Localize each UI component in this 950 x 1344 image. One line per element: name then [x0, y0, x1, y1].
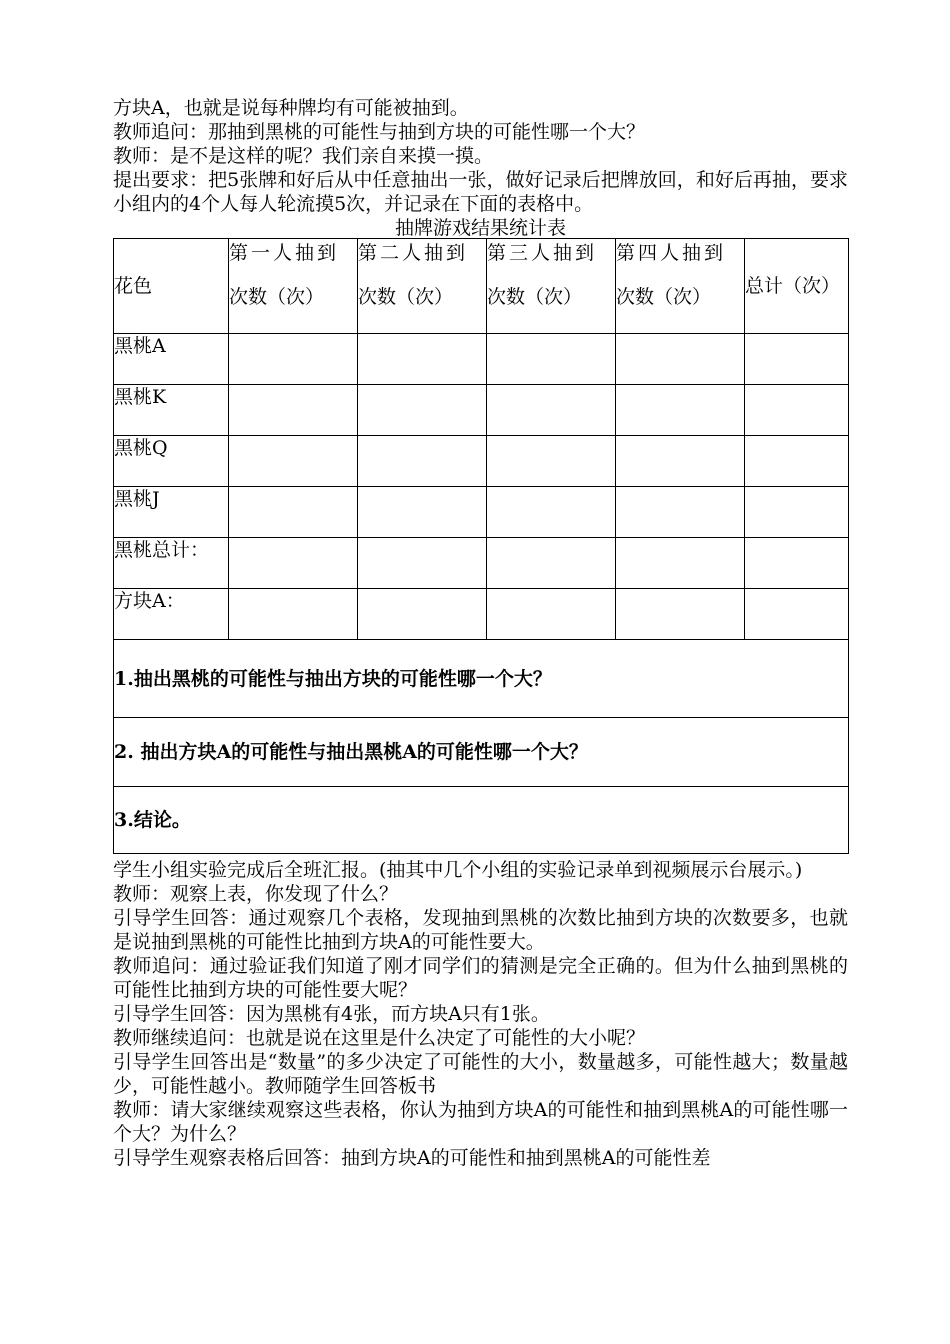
header-person-line1: 第二人抽到	[358, 242, 469, 264]
body-paragraph: 教师继续追问：也就是说在这里是什么决定了可能性的大小呢？	[113, 1027, 646, 1049]
table-row	[114, 538, 849, 589]
header-person-line1: 第三人抽到	[487, 242, 598, 264]
table-cell	[487, 436, 616, 487]
row-label: 黑桃A	[114, 334, 229, 385]
table-cell	[616, 334, 745, 385]
table-cell	[745, 436, 849, 487]
table-cell	[358, 385, 487, 436]
table-cell	[229, 589, 358, 640]
table-cell	[229, 385, 358, 436]
table-cell	[616, 385, 745, 436]
question-row	[114, 787, 849, 854]
header-person-1	[229, 239, 358, 334]
table-cell	[745, 538, 849, 589]
intro-paragraph: 提出要求：把5张牌和好后从中任意抽出一张，做好记录后把牌放回，和好后再抽，要求小组内的4个人每人轮流摸5次，并记录在下面的表格中。	[113, 169, 848, 215]
table-cell	[616, 589, 745, 640]
row-label: 黑桃总计：	[114, 538, 229, 589]
header-person-line2: 次数（次）	[358, 286, 454, 308]
header-person-line2: 次数（次）	[616, 286, 712, 308]
body-paragraph: 引导学生回答：因为黑桃有4张，而方块A只有1张。	[113, 1003, 550, 1025]
row-label: 黑桃K	[114, 385, 229, 436]
table-cell	[616, 436, 745, 487]
body-paragraph: 教师：请大家继续观察这些表格，你认为抽到方块A的可能性和抽到黑桃A的可能性哪一个大？为什么？	[113, 1099, 848, 1145]
header-person-line2: 次数（次）	[487, 286, 583, 308]
table-cell	[745, 589, 849, 640]
table-cell	[487, 589, 616, 640]
intro-paragraph: 教师追问：那抽到黑桃的可能性与抽到方块的可能性哪一个大？	[113, 121, 646, 143]
question-2: 2. 抽出方块A的可能性与抽出黑桃A的可能性哪一个大？	[114, 718, 849, 787]
document-page	[113, 96, 848, 1170]
table-cell	[616, 538, 745, 589]
table-cell	[229, 334, 358, 385]
intro-paragraph: 方块A，也就是说每种牌均有可能被抽到。	[113, 97, 469, 119]
header-person-2	[358, 239, 487, 334]
table-row	[114, 589, 849, 640]
table-cell	[745, 334, 849, 385]
table-row	[114, 385, 849, 436]
table-cell	[229, 487, 358, 538]
table-cell	[487, 334, 616, 385]
intro-paragraph: 教师：是不是这样的呢？我们亲自来摸一摸。	[113, 145, 494, 167]
header-person-line1: 第四人抽到	[616, 242, 727, 264]
table-cell	[487, 487, 616, 538]
row-label: 黑桃Q	[114, 436, 229, 487]
row-label: 黑桃J	[114, 487, 229, 538]
header-total: 总计（次）	[745, 239, 849, 334]
table-row	[114, 487, 849, 538]
table-caption: 抽牌游戏结果统计表	[394, 217, 566, 239]
row-label: 方块A：	[114, 589, 229, 640]
table-cell	[487, 538, 616, 589]
table-cell	[229, 436, 358, 487]
table-cell	[745, 487, 849, 538]
header-suit: 花色	[114, 239, 229, 334]
body-paragraph: 教师：观察上表，你发现了什么？	[113, 883, 399, 905]
table-cell	[487, 385, 616, 436]
table-cell	[358, 436, 487, 487]
table-cell	[358, 538, 487, 589]
table-row	[114, 436, 849, 487]
table-cell	[358, 589, 487, 640]
body-paragraph: 学生小组实验完成后全班汇报。(抽其中几个小组的实验记录单到视频展示台展示。)	[113, 859, 803, 881]
header-person-line2: 次数（次）	[229, 286, 325, 308]
question-row	[114, 640, 849, 718]
body-paragraph: 教师追问：通过验证我们知道了刚才同学们的猜测是完全正确的。但为什么抽到黑桃的可能性比抽到方块的可能性要大呢？	[113, 955, 848, 1001]
body-paragraph: 引导学生观察表格后回答：抽到方块A的可能性和抽到黑桃A的可能性差	[113, 1147, 711, 1169]
question-1: 1.抽出黑桃的可能性与抽出方块的可能性哪一个大？	[114, 640, 849, 718]
table-cell	[358, 487, 487, 538]
results-table	[113, 238, 849, 854]
conclusion: 3.结论。	[114, 787, 849, 854]
header-person-3	[487, 239, 616, 334]
header-person-4	[616, 239, 745, 334]
table-cell	[229, 538, 358, 589]
table-cell	[358, 334, 487, 385]
body-paragraph: 引导学生回答出是“数量”的多少决定了可能性的大小，数量越多，可能性越大；数量越少，可能性越小。教师随学生回答板书	[113, 1051, 848, 1097]
question-row	[114, 718, 849, 787]
header-person-line1: 第一人抽到	[229, 242, 340, 264]
body-paragraph: 引导学生回答：通过观察几个表格，发现抽到黑桃的次数比抽到方块的次数要多，也就是说抽到黑桃的可能性比抽到方块A的可能性要大。	[113, 907, 848, 953]
table-cell	[616, 487, 745, 538]
table-header-row	[114, 239, 849, 334]
table-row	[114, 334, 849, 385]
table-cell	[745, 385, 849, 436]
